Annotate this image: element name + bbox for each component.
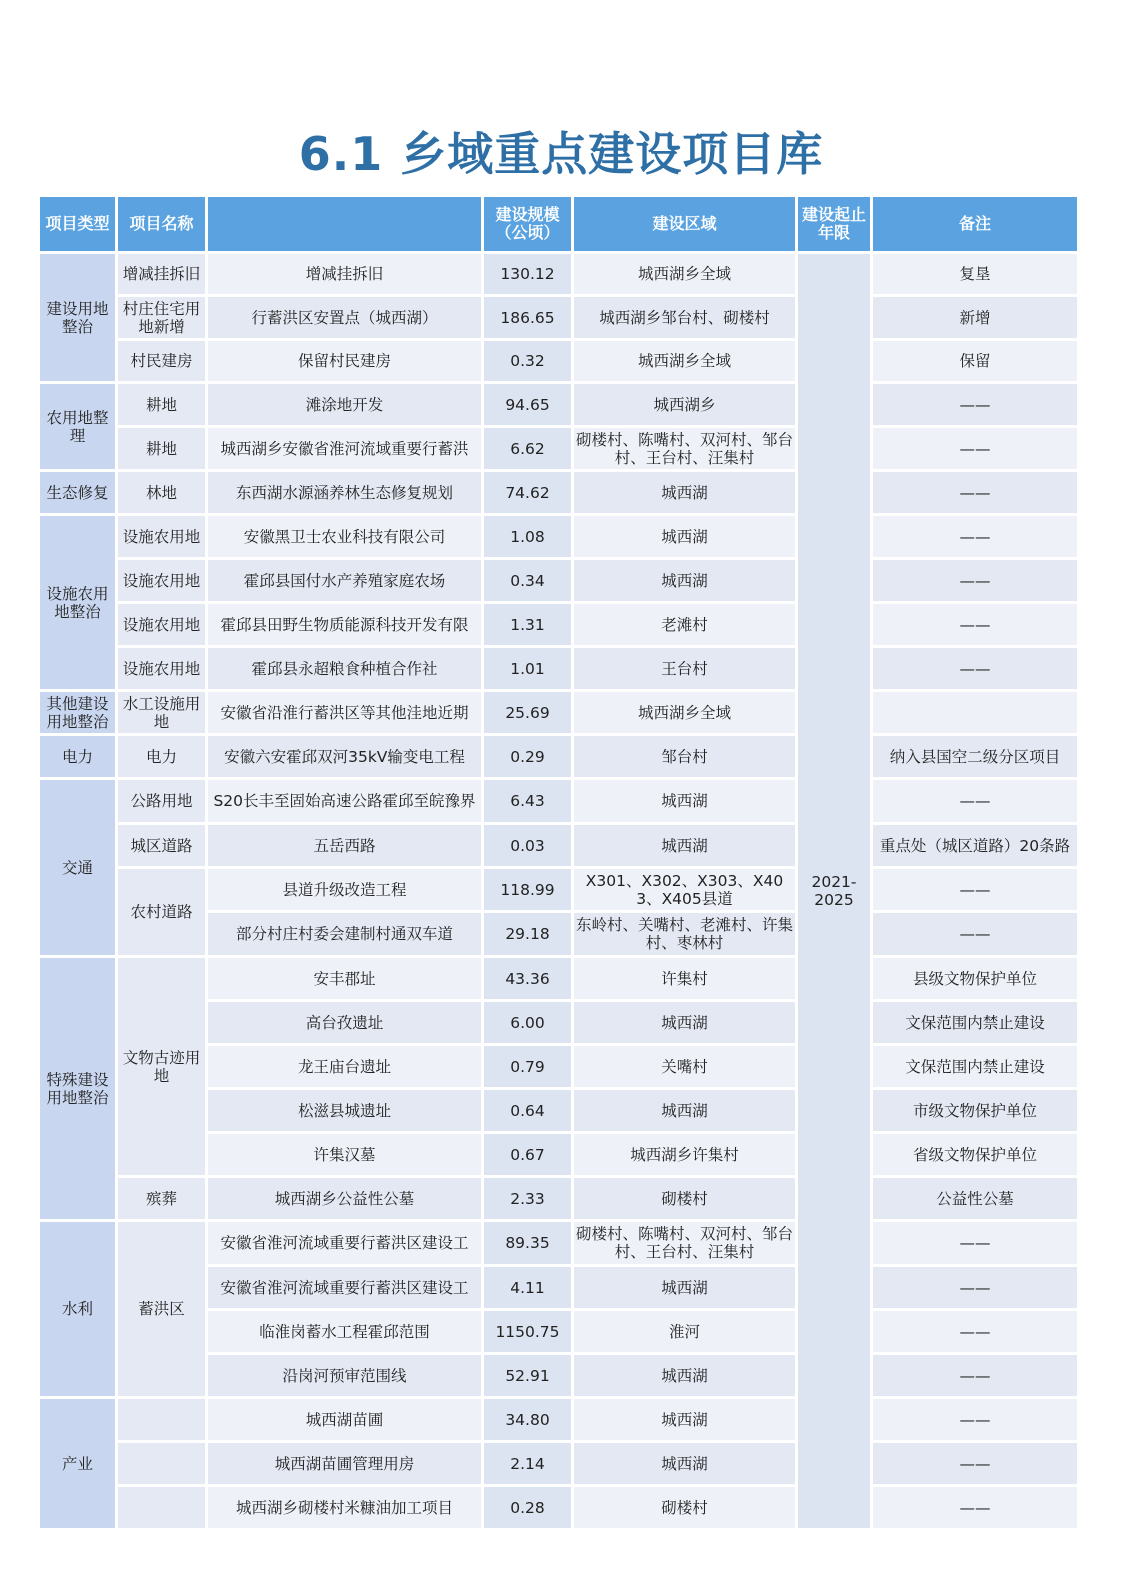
project-area-cell: 砌楼村 — [574, 1487, 795, 1528]
project-name-cell: 滩涂地开发 — [208, 384, 481, 425]
project-name-cell: 霍邱县国付水产养殖家庭农场 — [208, 560, 481, 601]
project-note-cell: —— — [873, 1267, 1077, 1308]
project-scale-cell: 43.36 — [484, 958, 571, 999]
project-scale-cell: 6.00 — [484, 1002, 571, 1043]
project-name-cell: 龙王庙台遗址 — [208, 1046, 481, 1087]
table-row — [40, 1443, 1077, 1484]
project-scale-cell: 29.18 — [484, 913, 571, 955]
project-area-cell: 王台村 — [574, 648, 795, 689]
project-scale-cell: 1150.75 — [484, 1311, 571, 1352]
project-note-cell: —— — [873, 428, 1077, 469]
project-area-cell: 许集村 — [574, 958, 795, 999]
project-area-cell: 东岭村、关嘴村、老滩村、许集村、枣林村 — [574, 913, 795, 955]
project-scale-cell: 74.62 — [484, 472, 571, 513]
project-scale-cell: 186.65 — [484, 297, 571, 338]
project-type-cell: 设施农用 地整治 — [40, 516, 115, 689]
project-scale-cell: 1.08 — [484, 516, 571, 557]
project-name-cell: 增减挂拆旧 — [208, 254, 481, 294]
project-note-cell: —— — [873, 648, 1077, 689]
project-area-cell: 城西湖 — [574, 825, 795, 866]
project-scale-cell: 0.28 — [484, 1487, 571, 1528]
project-name-cell: 安徽省淮河流域重要行蓄洪区建设工 — [208, 1222, 481, 1264]
project-type-cell: 交通 — [40, 780, 115, 955]
project-scale-cell: 34.80 — [484, 1399, 571, 1440]
project-note-cell: —— — [873, 472, 1077, 513]
project-scale-cell: 94.65 — [484, 384, 571, 425]
table-row — [40, 1487, 1077, 1528]
project-name-cell: 城西湖苗圃 — [208, 1399, 481, 1440]
project-scale-cell: 2.14 — [484, 1443, 571, 1484]
project-scale-cell: 0.03 — [484, 825, 571, 866]
project-type-cell: 其他建设 用地整治 — [40, 692, 115, 733]
project-name-cell: 城西湖乡公益性公墓 — [208, 1178, 481, 1219]
project-area-cell: 城西湖 — [574, 1355, 795, 1396]
project-scale-cell: 1.31 — [484, 604, 571, 645]
project-subtype-cell: 设施农用地 — [118, 516, 205, 557]
project-note-cell: 保留 — [873, 341, 1077, 381]
project-name-cell: 霍邱县永超粮食种植合作社 — [208, 648, 481, 689]
project-name-cell: 县道升级改造工程 — [208, 869, 481, 910]
table-row — [40, 736, 1077, 777]
project-note-cell: 复垦 — [873, 254, 1077, 294]
project-note-cell: 文保范围内禁止建设 — [873, 1002, 1077, 1043]
project-name-cell: 保留村民建房 — [208, 341, 481, 381]
project-type-cell: 农用地整 理 — [40, 384, 115, 469]
project-scale-cell: 0.79 — [484, 1046, 571, 1087]
project-note-cell: —— — [873, 913, 1077, 955]
project-note-cell: —— — [873, 1355, 1077, 1396]
project-note-cell: 省级文物保护单位 — [873, 1134, 1077, 1175]
project-scale-cell: 2.33 — [484, 1178, 571, 1219]
project-area-cell: 砌楼村、陈嘴村、双河村、邹台村、王台村、汪集村 — [574, 428, 795, 469]
header-type: 项目类型 — [40, 197, 115, 251]
project-area-cell: 城西湖乡邹台村、砌楼村 — [574, 297, 795, 338]
project-note-cell: —— — [873, 1399, 1077, 1440]
project-area-cell: 城西湖乡全域 — [574, 692, 795, 733]
project-subtype-cell — [118, 1399, 205, 1440]
project-scale-cell: 0.29 — [484, 736, 571, 777]
project-name-cell: 安徽六安霍邱双河35kV输变电工程 — [208, 736, 481, 777]
project-note-cell: —— — [873, 1443, 1077, 1484]
project-area-cell: 城西湖 — [574, 472, 795, 513]
project-name-cell: 松滋县城遗址 — [208, 1090, 481, 1131]
project-scale-cell: 118.99 — [484, 869, 571, 910]
table-row — [40, 384, 1077, 425]
project-subtype-cell: 农村道路 — [118, 869, 205, 955]
project-subtype-cell: 城区道路 — [118, 825, 205, 866]
project-type-cell: 电力 — [40, 736, 115, 777]
table-row — [40, 780, 1077, 822]
project-subtype-cell: 村民建房 — [118, 341, 205, 381]
project-name-cell: 许集汉墓 — [208, 1134, 481, 1175]
project-note-cell: 县级文物保护单位 — [873, 958, 1077, 999]
project-note-cell: —— — [873, 1487, 1077, 1528]
table-row — [40, 341, 1077, 381]
table-row — [40, 604, 1077, 645]
project-subtype-cell: 耕地 — [118, 384, 205, 425]
project-area-cell: 城西湖 — [574, 1267, 795, 1308]
project-area-cell: 关嘴村 — [574, 1046, 795, 1087]
project-name-cell: 东西湖水源涵养林生态修复规划 — [208, 472, 481, 513]
page-title: 6.1 乡域重点建设项目库 — [298, 127, 824, 181]
project-name-cell: 城西湖乡砌楼村米糠油加工项目 — [208, 1487, 481, 1528]
project-name-cell: 高台孜遗址 — [208, 1002, 481, 1043]
project-area-cell: 城西湖 — [574, 1443, 795, 1484]
table-row — [40, 560, 1077, 601]
project-scale-cell: 0.67 — [484, 1134, 571, 1175]
project-scale-cell: 89.35 — [484, 1222, 571, 1264]
table-row — [40, 516, 1077, 557]
header-detail — [208, 197, 481, 251]
project-note-cell: 文保范围内禁止建设 — [873, 1046, 1077, 1087]
project-scale-cell: 25.69 — [484, 692, 571, 733]
project-subtype-cell: 设施农用地 — [118, 560, 205, 601]
project-name-cell: 部分村庄村委会建制村通双车道 — [208, 913, 481, 955]
table-row — [40, 648, 1077, 689]
project-name-cell: 沿岗河预审范围线 — [208, 1355, 481, 1396]
project-area-cell: 城西湖 — [574, 780, 795, 822]
project-area-cell: 老滩村 — [574, 604, 795, 645]
project-scale-cell: 1.01 — [484, 648, 571, 689]
table-row — [40, 869, 1077, 910]
project-name-cell: 安徽省淮河流域重要行蓄洪区建设工 — [208, 1267, 481, 1308]
project-note-cell: —— — [873, 1222, 1077, 1264]
project-area-cell: 城西湖 — [574, 1399, 795, 1440]
project-area-cell: X301、X302、X303、X403、X405县道 — [574, 869, 795, 910]
project-area-cell: 城西湖 — [574, 516, 795, 557]
project-name-cell: 城西湖乡安徽省淮河流域重要行蓄洪 — [208, 428, 481, 469]
project-name-cell: 安徽黑卫士农业科技有限公司 — [208, 516, 481, 557]
project-name-cell: 行蓄洪区安置点（城西湖） — [208, 297, 481, 338]
project-name-cell: 安丰郡址 — [208, 958, 481, 999]
project-area-cell: 城西湖 — [574, 1002, 795, 1043]
header-years: 建设起止 年限 — [798, 197, 870, 251]
table-row — [40, 825, 1077, 866]
project-area-cell: 邹台村 — [574, 736, 795, 777]
project-area-cell: 城西湖乡全域 — [574, 254, 795, 294]
project-table — [37, 194, 1080, 1531]
project-name-cell: 临淮岗蓄水工程霍邱范围 — [208, 1311, 481, 1352]
project-type-cell: 特殊建设 用地整治 — [40, 958, 115, 1219]
project-subtype-cell: 林地 — [118, 472, 205, 513]
table-row — [40, 958, 1077, 999]
project-area-cell: 城西湖 — [574, 560, 795, 601]
project-scale-cell: 0.64 — [484, 1090, 571, 1131]
project-scale-cell: 6.43 — [484, 780, 571, 822]
table-row — [40, 297, 1077, 338]
project-area-cell: 淮河 — [574, 1311, 795, 1352]
project-subtype-cell — [118, 1443, 205, 1484]
project-area-cell: 城西湖乡全域 — [574, 341, 795, 381]
project-subtype-cell: 殡葬 — [118, 1178, 205, 1219]
project-note-cell: —— — [873, 1311, 1077, 1352]
header-scale: 建设规模 （公顷） — [484, 197, 571, 251]
project-name-cell: 霍邱县田野生物质能源科技开发有限 — [208, 604, 481, 645]
project-type-cell: 建设用地 整治 — [40, 254, 115, 381]
project-note-cell: —— — [873, 604, 1077, 645]
project-name-cell: 城西湖苗圃管理用房 — [208, 1443, 481, 1484]
project-subtype-cell: 公路用地 — [118, 780, 205, 822]
project-scale-cell: 0.34 — [484, 560, 571, 601]
table-row — [40, 472, 1077, 513]
table-body — [40, 254, 1077, 1528]
project-scale-cell: 6.62 — [484, 428, 571, 469]
project-note-cell: 新增 — [873, 297, 1077, 338]
project-type-cell: 水利 — [40, 1222, 115, 1396]
project-name-cell: 安徽省沿淮行蓄洪区等其他洼地近期 — [208, 692, 481, 733]
project-scale-cell: 130.12 — [484, 254, 571, 294]
table-header-row — [40, 197, 1077, 251]
project-note-cell: 公益性公墓 — [873, 1178, 1077, 1219]
header-name: 项目名称 — [118, 197, 205, 251]
project-area-cell: 砌楼村 — [574, 1178, 795, 1219]
project-area-cell: 城西湖乡 — [574, 384, 795, 425]
project-subtype-cell: 村庄住宅用 地新增 — [118, 297, 205, 338]
project-note-cell: —— — [873, 516, 1077, 557]
header-area: 建设区域 — [574, 197, 795, 251]
project-note-cell: 重点处（城区道路）20条路 — [873, 825, 1077, 866]
project-scale-cell: 52.91 — [484, 1355, 571, 1396]
project-note-cell: —— — [873, 780, 1077, 822]
project-scale-cell: 0.32 — [484, 341, 571, 381]
project-area-cell: 砌楼村、陈嘴村、双河村、邹台村、王台村、汪集村 — [574, 1222, 795, 1264]
project-subtype-cell: 增减挂拆旧 — [118, 254, 205, 294]
header-note: 备注 — [873, 197, 1077, 251]
project-subtype-cell: 文物古迹用 地 — [118, 958, 205, 1175]
project-note-cell: —— — [873, 560, 1077, 601]
project-note-cell: 纳入县国空二级分区项目 — [873, 736, 1077, 777]
table-row — [40, 1178, 1077, 1219]
project-subtype-cell: 蓄洪区 — [118, 1222, 205, 1396]
project-subtype-cell: 水工设施用 地 — [118, 692, 205, 733]
table-row — [40, 1222, 1077, 1264]
project-note-cell — [873, 692, 1077, 733]
project-subtype-cell: 耕地 — [118, 428, 205, 469]
project-area-cell: 城西湖 — [574, 1090, 795, 1131]
project-type-cell: 生态修复 — [40, 472, 115, 513]
project-name-cell: 五岳西路 — [208, 825, 481, 866]
project-area-cell: 城西湖乡许集村 — [574, 1134, 795, 1175]
project-scale-cell: 4.11 — [484, 1267, 571, 1308]
table-row — [40, 428, 1077, 469]
year-range-cell: 2021- 2025 — [798, 254, 870, 1528]
table-row — [40, 1399, 1077, 1440]
project-subtype-cell: 设施农用地 — [118, 604, 205, 645]
table-row — [40, 692, 1077, 733]
table-row — [40, 254, 1077, 294]
project-type-cell: 产业 — [40, 1399, 115, 1528]
project-note-cell: —— — [873, 384, 1077, 425]
project-subtype-cell: 电力 — [118, 736, 205, 777]
project-subtype-cell — [118, 1487, 205, 1528]
project-note-cell: —— — [873, 869, 1077, 910]
project-name-cell: S20长丰至固始高速公路霍邱至皖豫界 — [208, 780, 481, 822]
project-note-cell: 市级文物保护单位 — [873, 1090, 1077, 1131]
project-subtype-cell: 设施农用地 — [118, 648, 205, 689]
